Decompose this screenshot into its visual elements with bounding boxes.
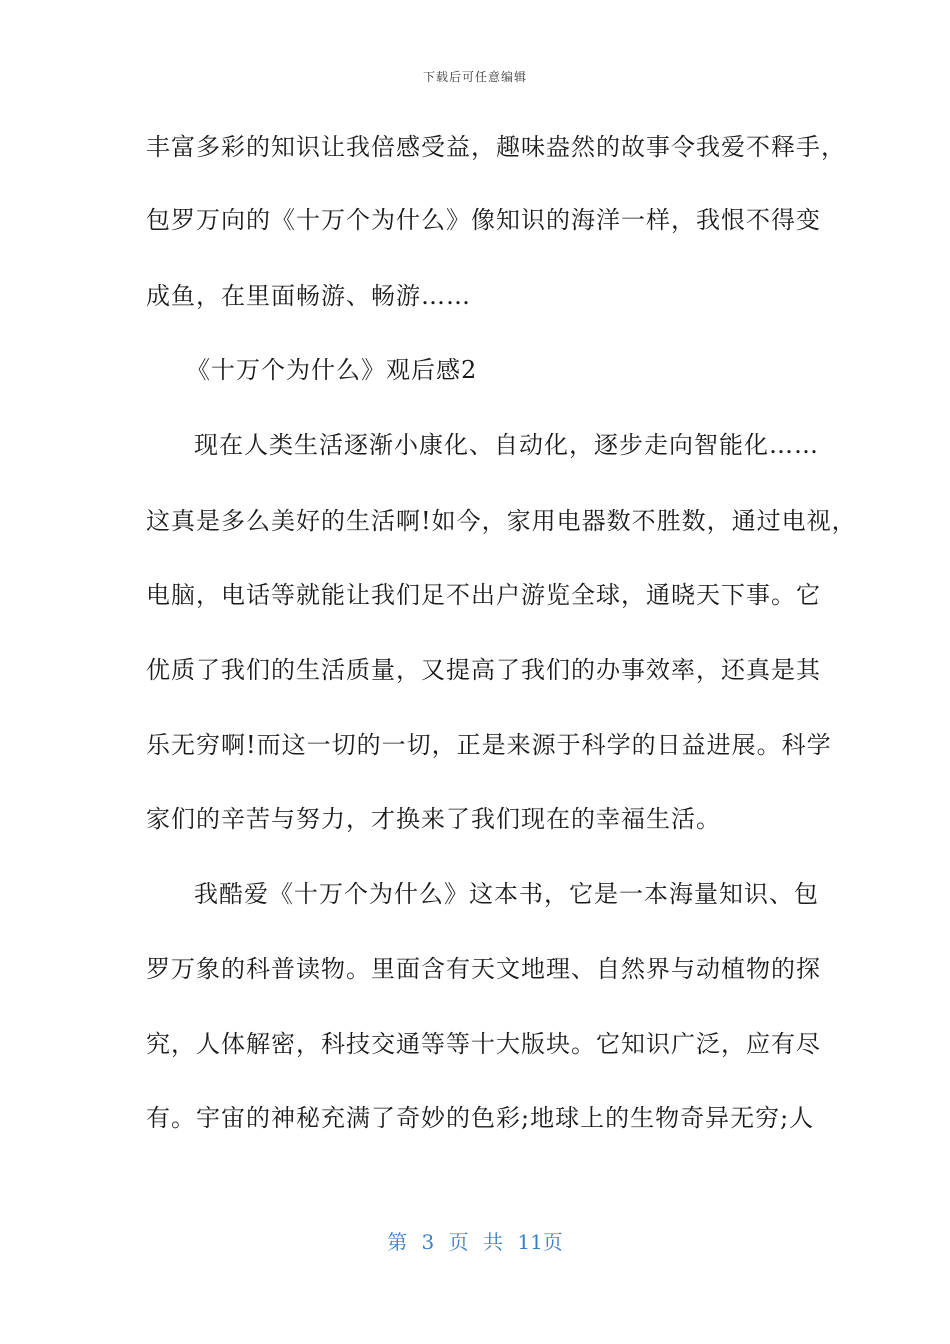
text-line: 究，人体解密，科技交通等等十大版块。它知识广泛，应有尽 (146, 1030, 821, 1058)
text-line: 罗万象的科普读物。里面含有天文地理、自然界与动植物的探 (146, 955, 821, 983)
text-line: 这真是多么美好的生活啊!如今，家用电器数不胜数，通过电视， (146, 507, 857, 535)
page-number: 第 3 页 共 11页 (387, 1230, 563, 1254)
text-line: 家们的辛苦与努力，才换来了我们现在的幸福生活。 (146, 805, 721, 833)
text-line: 优质了我们的生活质量，又提高了我们的办事效率，还真是其 (146, 656, 821, 684)
text-line: 乐无穷啊!而这一切的一切，正是来源于科学的日益进展。科学 (146, 731, 832, 759)
text-line: 电脑，电话等就能让我们足不出户游览全球，通晓天下事。它 (146, 581, 821, 609)
text-line: 包罗万向的《十万个为什么》像知识的海洋一样，我恨不得变 (146, 206, 821, 234)
text-line: 有。宇宙的神秘充满了奇妙的色彩;地球上的生物奇异无穷;人 (146, 1104, 815, 1132)
text-line: 成鱼，在里面畅游、畅游…… (146, 282, 471, 310)
section-title: 《十万个为什么》观后感2 (186, 356, 478, 384)
text-line: 丰富多彩的知识让我倍感受益，趣味盎然的故事令我爱不释手， (146, 133, 846, 161)
text-line: 现在人类生活逐渐小康化、自动化，逐步走向智能化…… (194, 431, 819, 459)
header-note: 下载后可任意编辑 (422, 70, 527, 84)
text-line: 我酷爱《十万个为什么》这本书，它是一本海量知识、包 (194, 880, 819, 908)
